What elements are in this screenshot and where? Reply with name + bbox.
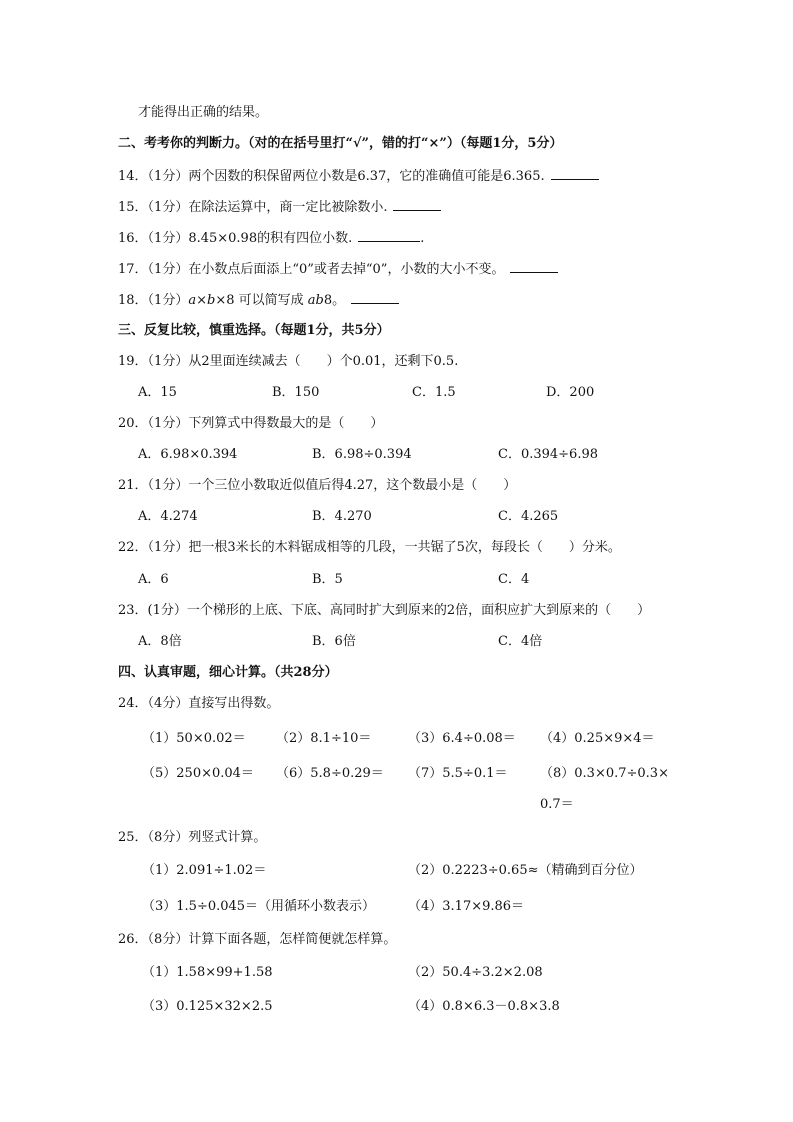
section-2-heading: 二、考考你的判断力。（对的在括号里打“√”，错的打“×”）（每题1分，5分） xyxy=(118,136,563,151)
question-14-text: 14．（1分）两个因数的积保留两位小数是6.37，它的准确值可能是6.365. xyxy=(118,169,545,184)
question-17-text: 17．（1分）在小数点后面添上“0”或者去掉“0”，小数的大小不变。 xyxy=(118,262,505,277)
option-21-c[interactable]: C．4.265 xyxy=(498,509,559,524)
answer-blank-16[interactable] xyxy=(358,229,420,242)
option-19-b[interactable]: B．150 xyxy=(272,385,320,400)
question-19-stem: 19．（1分）从2里面连续减去（ ）个0.01，还剩下0.5. xyxy=(118,354,459,369)
question-17 xyxy=(118,260,558,279)
option-22-c[interactable]: C．4 xyxy=(498,572,530,587)
option-20-c[interactable]: C．0.394÷6.98 xyxy=(498,447,599,462)
var-b: b xyxy=(207,293,216,308)
calc-24-7: （7）5.5÷0.1＝ xyxy=(408,766,508,781)
question-21-stem: 21．（1分）一个三位小数取近似值后得4.27，这个数最小是（ ） xyxy=(118,478,517,493)
question-26-stem: 26．（8分）计算下面各题，怎样简便就怎样算。 xyxy=(118,932,397,947)
calc-25-3: （3）1.5÷0.045＝（用循环小数表示） xyxy=(142,899,376,914)
question-15-text: 15．（1分）在除法运算中，商一定比被除数小. xyxy=(118,200,388,215)
calc-24-6: （6）5.8÷0.29＝ xyxy=(276,766,384,781)
var-ab: ab xyxy=(307,293,324,308)
option-22-a[interactable]: A．6 xyxy=(138,572,169,587)
answer-blank-18[interactable] xyxy=(351,291,399,304)
question-25-stem: 25．（8分）列竖式计算。 xyxy=(118,830,267,845)
calc-26-4: （4）0.8×6.3－0.8×3.8 xyxy=(408,999,560,1014)
calc-26-3: （3）0.125×32×2.5 xyxy=(142,999,273,1014)
answer-blank-14[interactable] xyxy=(551,167,599,180)
question-16-text: 16．（1分）8.45×0.98的积有四位小数. xyxy=(118,231,353,246)
times-sign: × xyxy=(196,293,207,308)
option-19-d[interactable]: D．200 xyxy=(546,385,595,400)
calc-25-2: （2）0.2223÷0.65≈（精确到百分位） xyxy=(408,863,643,878)
option-23-a[interactable]: A．8倍 xyxy=(138,634,182,649)
calc-25-1: （1）2.091÷1.02＝ xyxy=(142,863,267,878)
answer-blank-17[interactable] xyxy=(510,260,558,273)
question-15 xyxy=(118,198,441,217)
option-23-b[interactable]: B．6倍 xyxy=(312,634,356,649)
option-19-a[interactable]: A．15 xyxy=(138,385,177,400)
option-21-b[interactable]: B．4.270 xyxy=(312,509,372,524)
question-20-stem: 20．（1分）下列算式中得数最大的是（ ） xyxy=(118,416,384,431)
question-22-stem: 22．（1分）把一根3米长的木料锯成相等的几段，一共锯了5次，每段长（ ）分米。 xyxy=(118,540,621,555)
var-a: a xyxy=(188,293,197,308)
calc-24-2: （2）8.1÷10＝ xyxy=(276,731,372,746)
continuation-text: 才能得出正确的结果。 xyxy=(138,105,269,120)
question-16-end: . xyxy=(420,231,425,246)
question-18 xyxy=(118,291,399,310)
question-18-end: 8。 xyxy=(323,293,346,308)
answer-blank-15[interactable] xyxy=(393,198,441,211)
option-21-a[interactable]: A．4.274 xyxy=(138,509,198,524)
option-22-b[interactable]: B．5 xyxy=(312,572,343,587)
calc-25-4: （4）3.17×9.86＝ xyxy=(408,899,525,914)
question-18-rest: ×8 可以简写成 xyxy=(215,293,308,308)
question-18-prefix: 18．（1分） xyxy=(118,293,189,308)
calc-26-2: （2）50.4÷3.2×2.08 xyxy=(408,965,543,980)
question-23-stem: 23．(1分）一个梯形的上底、下底、高同时扩大到原来的2倍，面积应扩大到原来的（ ） xyxy=(118,603,651,618)
calc-24-4: （4）0.25×9×4＝ xyxy=(540,731,655,746)
calc-24-3: （3）6.4÷0.08＝ xyxy=(408,731,516,746)
calc-24-8-wrap: 0.7＝ xyxy=(540,797,574,812)
calc-24-1: （1）50×0.02＝ xyxy=(142,731,246,746)
option-20-a[interactable]: A．6.98×0.394 xyxy=(138,447,238,462)
question-24-stem: 24．（4分）直接写出得数。 xyxy=(118,696,280,711)
question-14 xyxy=(118,167,599,186)
option-19-c[interactable]: C．1.5 xyxy=(412,385,456,400)
question-16 xyxy=(118,229,424,248)
option-20-b[interactable]: B．6.98÷0.394 xyxy=(312,447,412,462)
calc-24-5: （5）250×0.04＝ xyxy=(142,766,254,781)
section-3-heading: 三、反复比较，慎重选择。（每题1分，共5分） xyxy=(118,323,390,338)
calc-24-8: （8）0.3×0.7÷0.3× xyxy=(540,766,669,781)
section-4-heading: 四、认真审题，细心计算。（共28分） xyxy=(118,665,338,680)
option-23-c[interactable]: C．4倍 xyxy=(498,634,543,649)
calc-26-1: （1）1.58×99+1.58 xyxy=(142,965,273,980)
